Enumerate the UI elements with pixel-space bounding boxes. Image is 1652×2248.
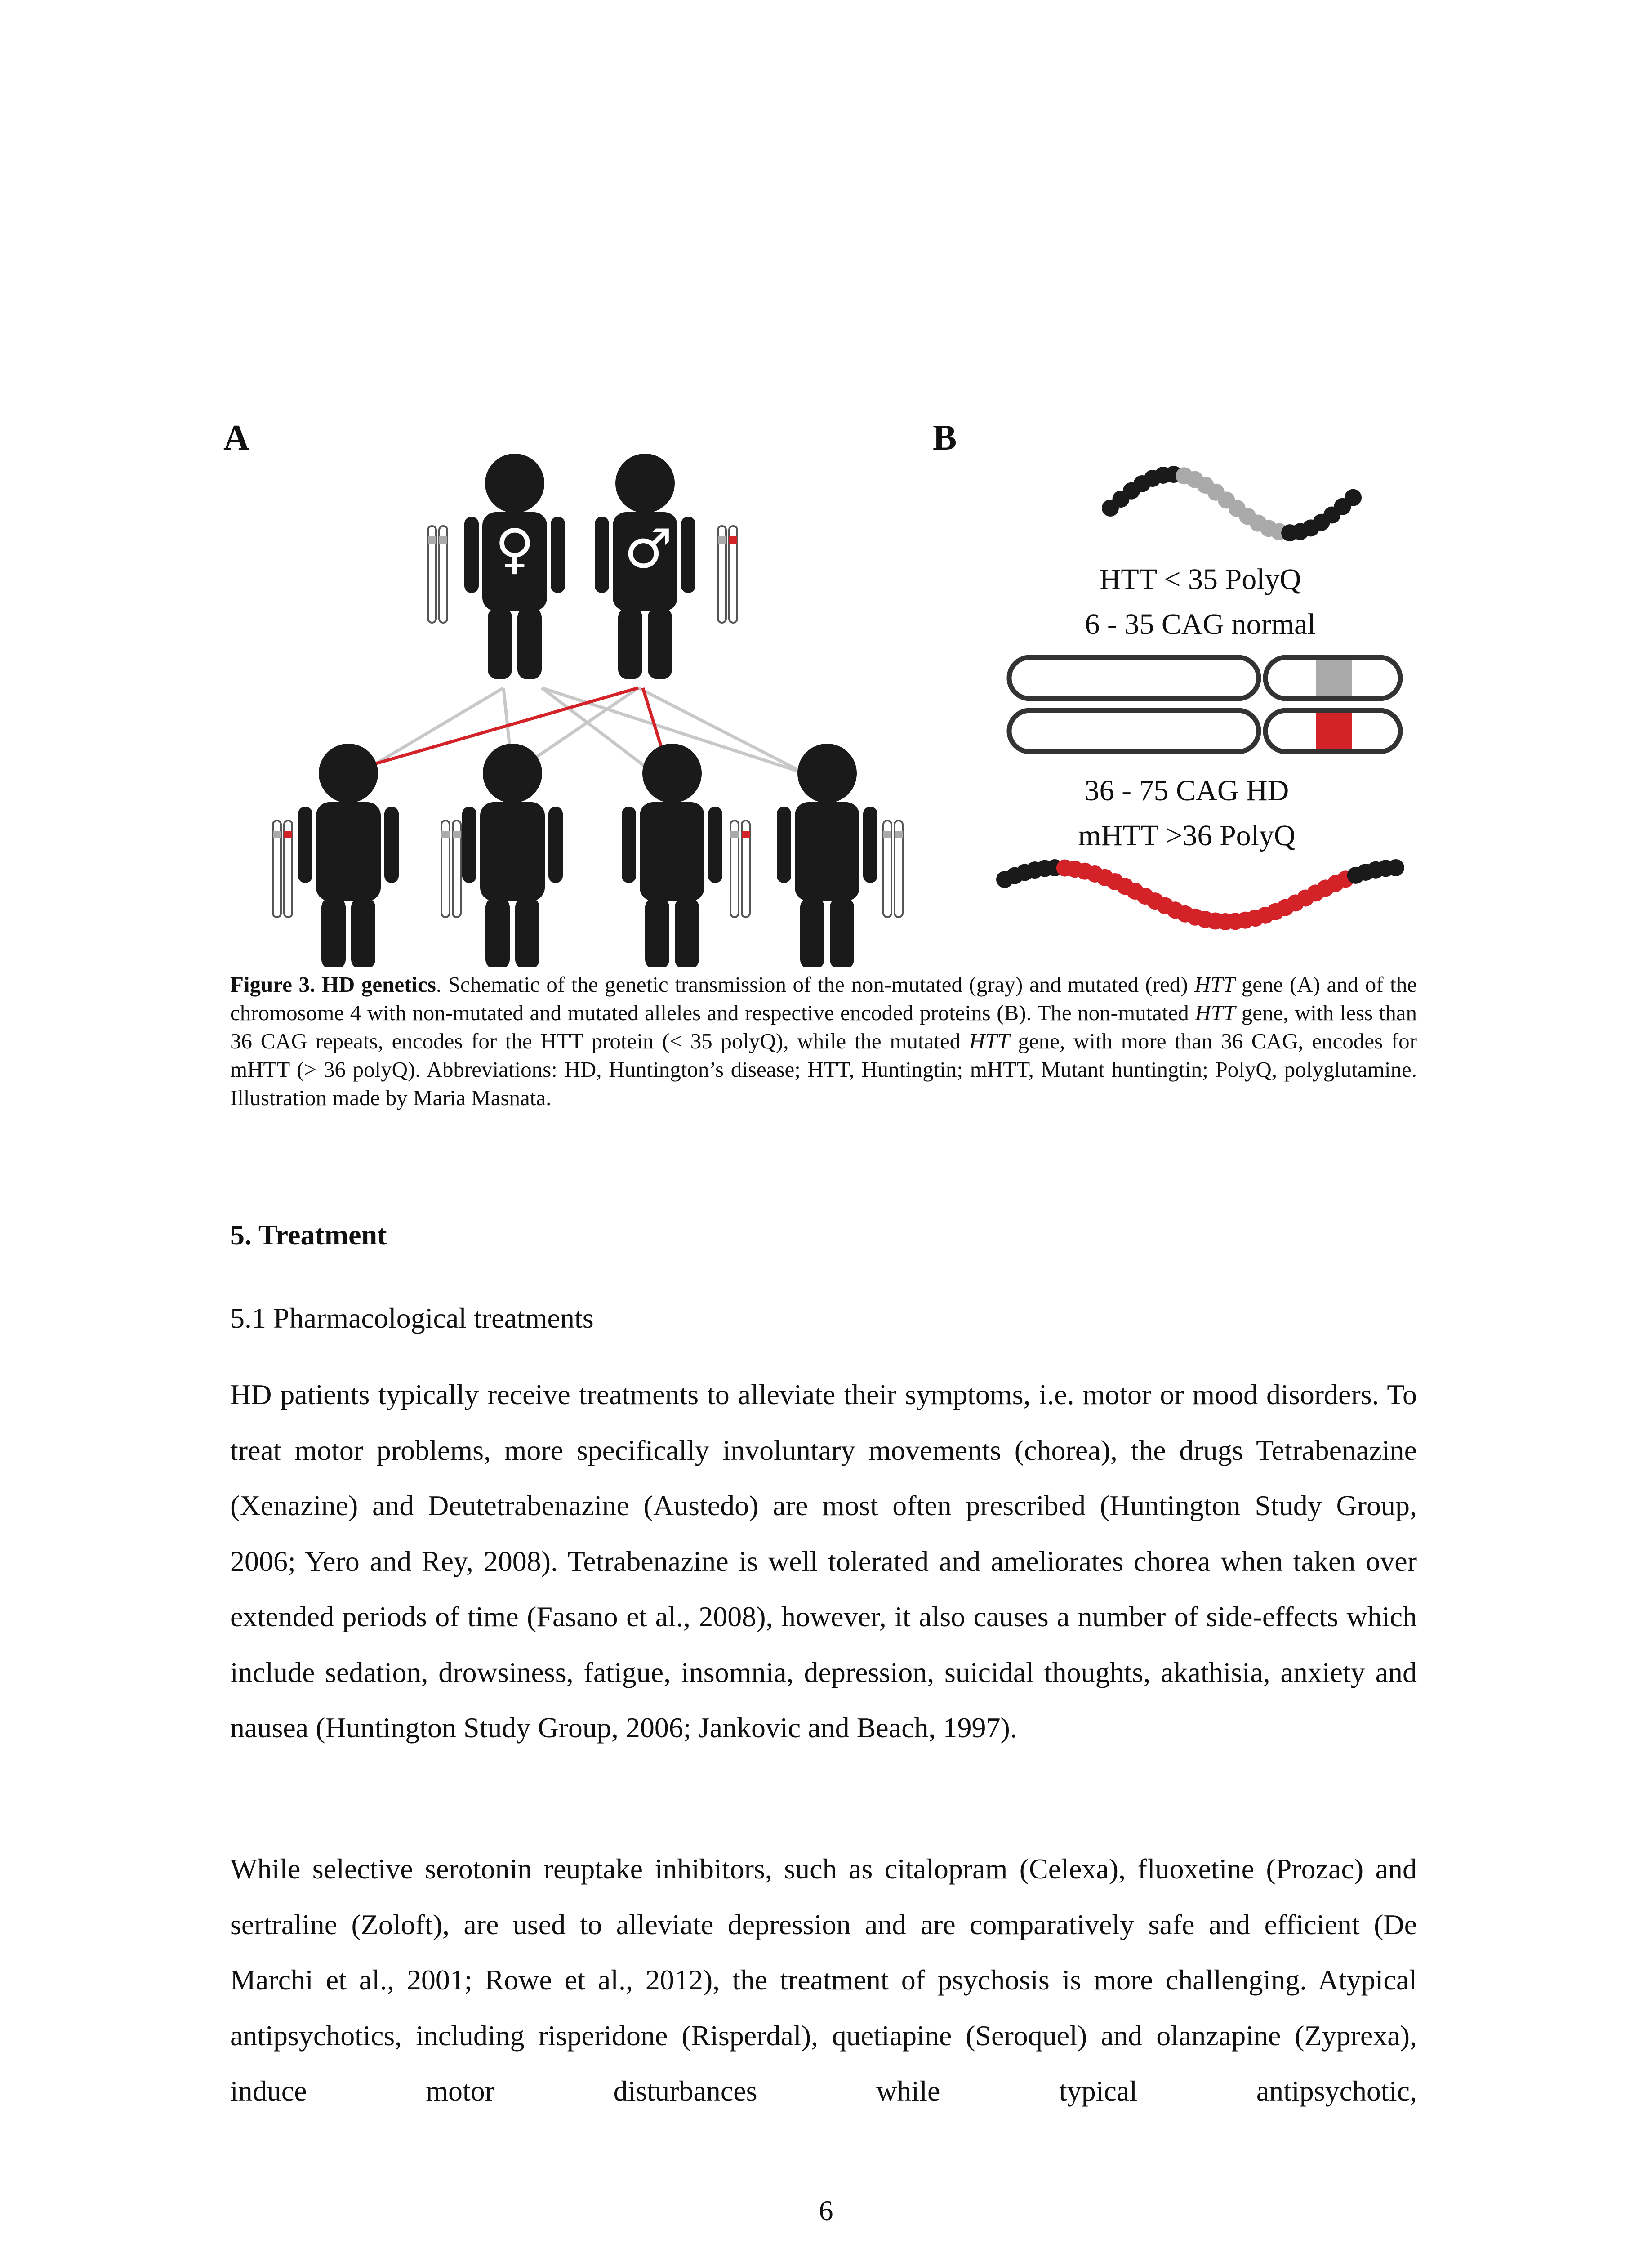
body-paragraph: HD patients typically receive treatments to alleviate their symptoms, i.e. motor or mood disorders. To treat motor problems, more specifically involuntary movements (chorea), the drugs Tetrabenazine (Xenazine) and Deutetrabenazine (Austedo) are most often prescribed (Huntington Study Group, 2006; Yero and Rey, 2008). Tetrabenazine is well tolerated and ameliorates chorea when taken over extended periods of time (Fasano et al., 2008), however, it also causes a number of side-effects which include sedation, drowsiness, fatigue, insomnia, depression, suicidal thoughts, akathisia, anxiety and nausea (Huntington Study Group, 2006; Jankovic and Beach, 1997). [230, 1378, 1417, 1744]
caption-gene-name: HTT [1194, 972, 1235, 997]
inheritance-lines [360, 688, 805, 773]
amino-acid-bead [1345, 489, 1362, 506]
chromosome-pair-child-4 [883, 821, 903, 917]
caption-text: . Schematic of the genetic transmission of the non-mutated (gray) and mutated (red) [436, 972, 1195, 997]
female-symbol-icon: ♀ [495, 518, 534, 580]
caption-label: Figure 3. HD genetics [230, 972, 436, 997]
body-paragraph: While selective serotonin reuptake inhibitors, such as citalopram (Celexa), fluoxetine (Prozac) and sertraline (Zoloft), are used to alleviate depression and are comparatively safe and efficient (De Marchi et al., 2001; Rowe et al., 2012), the treatment of psychosis is more challenging. Atypical antipsychotics, including risperidone (Risperdal), quetiapine (Seroquel) and olanzapine (Zyprexa), induce motor disturbances while typical antipsychotic, [230, 1853, 1417, 2107]
caption-gene-name: HTT [1195, 1000, 1236, 1025]
cag-hd-label: 36 - 75 CAG HD [1084, 774, 1289, 807]
subsection-heading: 5.1 Pharmacological treatments [230, 1302, 594, 1334]
chromosome-pair-child-1 [273, 821, 292, 917]
panel-a-label: A [223, 418, 249, 458]
chromosome-pair-father [718, 526, 737, 623]
caption-text: gene, with more than 36 CAG, encodes for mHTT (> 36 polyQ). Abbreviations: HD, Huntington’s disease; HTT, Huntingtin; mHTT, Mutant huntingtin; PolyQ, polyglutamine. Illustration made by Maria Masnata. [230, 1029, 1417, 1110]
child-1-figure [298, 744, 399, 967]
caption-gene-name: HTT [969, 1029, 1010, 1053]
chromosome-4-mutated-allele [1009, 710, 1400, 752]
mhtt-label: mHTT >36 PolyQ [1078, 819, 1296, 852]
male-symbol-icon: ♂ [624, 518, 672, 580]
chromosome-4-normal-allele [1009, 657, 1400, 699]
caption-text: gene, with less than 36 CAG repeats, encodes for the HTT protein (< 35 polyQ), while the mutated [230, 1000, 1417, 1053]
page-number: 6 [819, 2194, 833, 2226]
mhtt-protein-chain [996, 859, 1404, 930]
child-2-figure [462, 744, 563, 967]
chromosome-pair-child-2 [441, 821, 461, 917]
section-heading: 5. Treatment [230, 1219, 387, 1251]
figure-3-illustration [0, 0, 1652, 967]
chromosome-pair-mother [428, 526, 447, 623]
amino-acid-bead [1387, 859, 1404, 876]
cag-normal-label: 6 - 35 CAG normal [1085, 608, 1316, 641]
panel-b-label: B [933, 418, 957, 458]
htt-normal-label: HTT < 35 PolyQ [1099, 563, 1301, 596]
htt-protein-chain [1102, 466, 1362, 541]
caption-text: gene (A) and of the chromosome 4 with non-mutated and mutated alleles and respective encoded proteins (B). The non-mutated [230, 972, 1417, 1025]
figure-caption [230, 970, 1417, 1112]
child-4-figure [777, 744, 877, 967]
chromosome-pair-child-3 [730, 821, 750, 917]
child-3-figure [622, 744, 722, 967]
